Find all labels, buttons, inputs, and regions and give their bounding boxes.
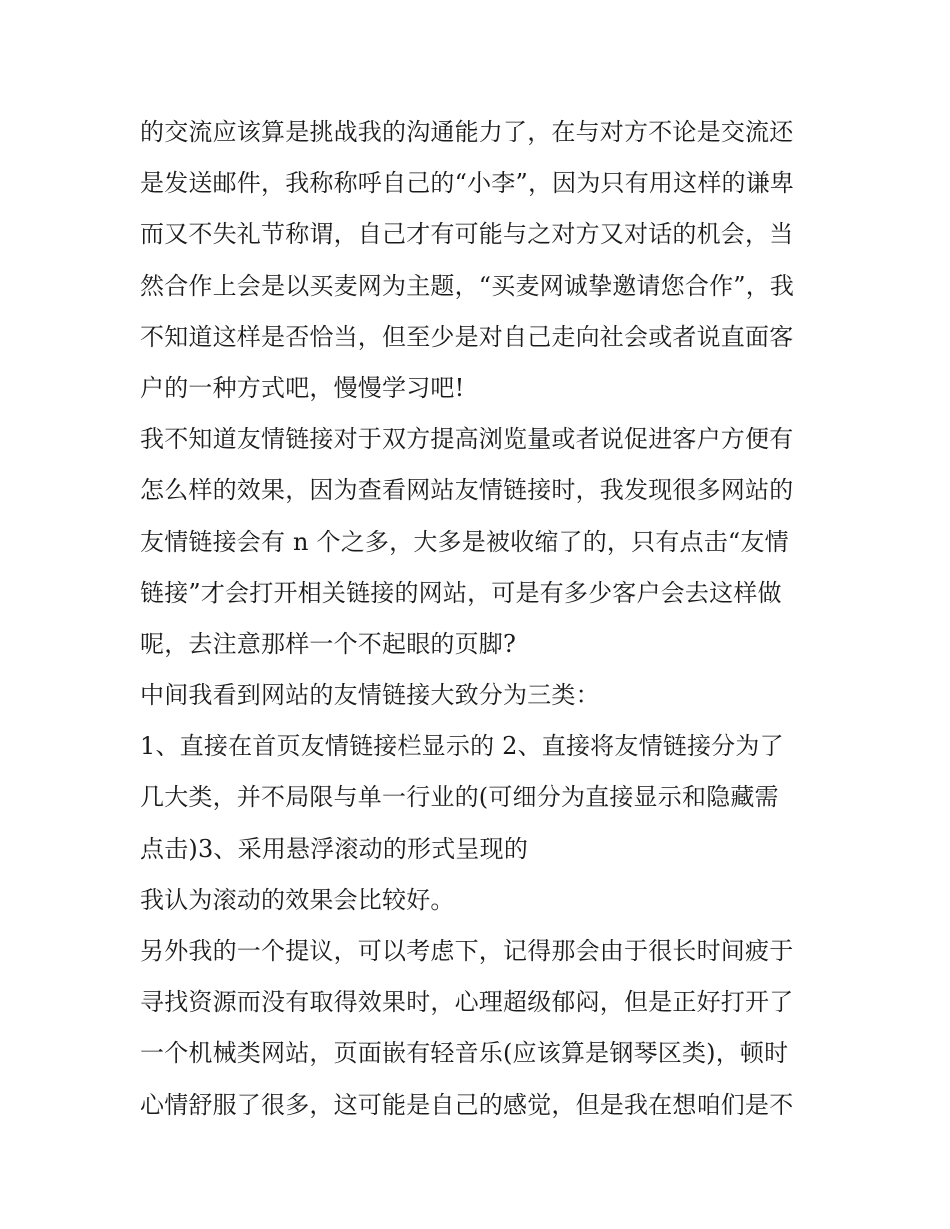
text-line: 一个机械类网站，页面嵌有轻音乐(应该算是钢琴区类)，顿时 (140, 1039, 789, 1068)
text-line: 几大类，并不局限与单一行业的(可细分为直接显示和隐藏需 (140, 783, 779, 812)
body-text (140, 107, 830, 1131)
text-line: 链接”才会打开相关链接的网站，可是有多少客户会去这样做 (140, 578, 782, 607)
text-line: 而又不失礼节称谓，自己才有可能与之对方又对话的机会，当 (140, 220, 794, 249)
text-line: 1、直接在首页友情链接栏显示的 2、直接将友情链接分为了 (140, 732, 784, 761)
text-line: 然合作上会是以买麦网为主题，“买麦网诚挚邀请您合作”，我 (140, 271, 795, 300)
text-line: 寻找资源而没有取得效果时，心理超级郁闷，但是正好打开了 (140, 988, 794, 1017)
text-line: 点击)3、采用悬浮滚动的形式呈现的 (140, 834, 529, 863)
text-line: 不知道这样是否恰当，但至少是对自己走向社会或者说直面客 (140, 322, 794, 351)
text-line: 的交流应该算是挑战我的沟通能力了，在与对方不论是交流还 (140, 118, 794, 146)
text-line: 心情舒服了很多，这可能是自己的感觉，但是我在想咱们是不 (140, 1090, 794, 1119)
text-line: 另外我的一个提议，可以考虑下，记得那会由于很长时间疲于 (140, 937, 794, 965)
text-line: 是发送邮件，我称称呼自己的“小李”，因为只有用这样的谦卑 (140, 169, 795, 198)
text-line: 怎么样的效果，因为查看网站友情链接时，我发现很多网站的 (140, 476, 794, 505)
text-line: 友情链接会有 n 个之多，大多是被收缩了的，只有点击“友情 (140, 527, 789, 556)
text-line: 我认为滚动的效果会比较好。 (140, 885, 455, 914)
text-line: 中间我看到网站的友情链接大致分为三类： (140, 681, 600, 710)
text-line: 呢，去注意那样一个不起眼的页脚? (140, 629, 517, 658)
text-line: 我不知道友情链接对于双方提高浏览量或者说促进客户方便有 (140, 425, 794, 454)
text-line: 户的一种方式吧，慢慢学习吧! (140, 373, 465, 402)
